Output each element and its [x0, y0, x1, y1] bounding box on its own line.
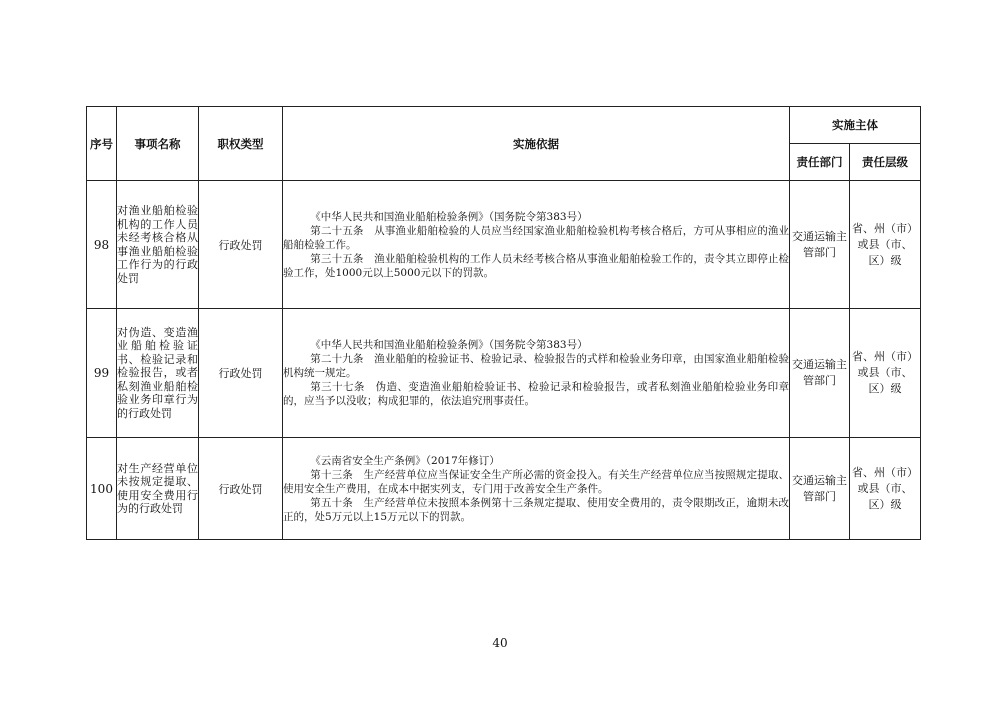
basis-article: 第三十七条 伪造、变造渔业船舶检验证书、检验记录和检验报告，或者私刻渔业船舶检验业务印章的，应当予以没收；构成犯罪的，依法追究刑事责任。 — [283, 381, 789, 407]
row-level: 省、州（市）或县（市、区）级 — [850, 309, 921, 438]
row-dept: 交通运输主管部门 — [790, 181, 850, 309]
basis-article: 第二十五条 从事渔业船舶检验的人员应当经国家渔业船舶检验机构考核合格后，方可从事相应的渔业船舶检验工作。 — [283, 224, 789, 251]
row-name: 对渔业船舶检验机构的工作人员未经考核合格从事渔业船舶检验工作行为的行政处罚 — [117, 181, 199, 309]
row-type: 行政处罚 — [199, 181, 283, 309]
header-level: 责任层级 — [850, 144, 921, 181]
header-dept: 责任部门 — [790, 144, 850, 181]
table-row — [87, 181, 921, 309]
row-type: 行政处罚 — [199, 438, 283, 540]
row-name: 对伪造、变造渔业船舶检验证书、检验记录和检验报告，或者私刻渔业船舶检验业务印章行为的行政处罚 — [117, 309, 199, 438]
row-level: 省、州（市）或县（市、区）级 — [850, 438, 921, 540]
header-name: 事项名称 — [117, 107, 199, 181]
table-row — [87, 438, 921, 540]
row-basis — [283, 438, 790, 540]
basis-article: 第五十条 生产经营单位未按照本条例第十三条规定提取、使用安全费用的，责令限期改正，逾期未改正的，处5万元以上15万元以下的罚款。 — [283, 496, 789, 523]
basis-source: 《中华人民共和国渔业船舶检验条例》（国务院令第383号） — [310, 339, 588, 351]
header-type: 职权类型 — [199, 107, 283, 181]
basis-article: 第二十九条 渔业船舶的检验证书、检验记录、检验报告的式样和检验业务印章，由国家渔业船舶检验机构统一规定。 — [283, 353, 789, 379]
basis-article: 第十三条 生产经营单位应当保证安全生产所必需的资金投入。有关生产经营单位应当按照规定提取、使用安全生产费用，在成本中据实列支，专门用于改善安全生产条件。 — [283, 468, 789, 495]
header-body: 实施主体 — [790, 107, 921, 144]
row-basis — [283, 309, 790, 438]
table-row — [87, 309, 921, 438]
row-dept: 交通运输主管部门 — [790, 438, 850, 540]
permissions-table — [86, 106, 921, 540]
row-basis — [283, 181, 790, 309]
page-number: 40 — [492, 636, 508, 650]
row-level: 省、州（市）或县（市、区）级 — [850, 181, 921, 309]
header-row — [87, 107, 921, 144]
row-name: 对生产经营单位未按规定提取、使用安全费用行为的行政处罚 — [117, 438, 199, 540]
header-seq: 序号 — [87, 107, 117, 181]
row-seq: 98 — [87, 181, 117, 309]
row-type: 行政处罚 — [199, 309, 283, 438]
basis-source: 《中华人民共和国渔业船舶检验条例》（国务院令第383号） — [310, 210, 588, 223]
row-seq: 100 — [87, 438, 117, 540]
basis-source: 《云南省安全生产条例》（2017年修订） — [310, 454, 500, 467]
basis-article: 第三十五条 渔业船舶检验机构的工作人员未经考核合格从事渔业船舶检验工作的，责令其立即停止检验工作，处1000元以上5000元以下的罚款。 — [283, 252, 789, 279]
header-basis: 实施依据 — [283, 107, 790, 181]
row-seq: 99 — [87, 309, 117, 438]
row-dept: 交通运输主管部门 — [790, 309, 850, 438]
